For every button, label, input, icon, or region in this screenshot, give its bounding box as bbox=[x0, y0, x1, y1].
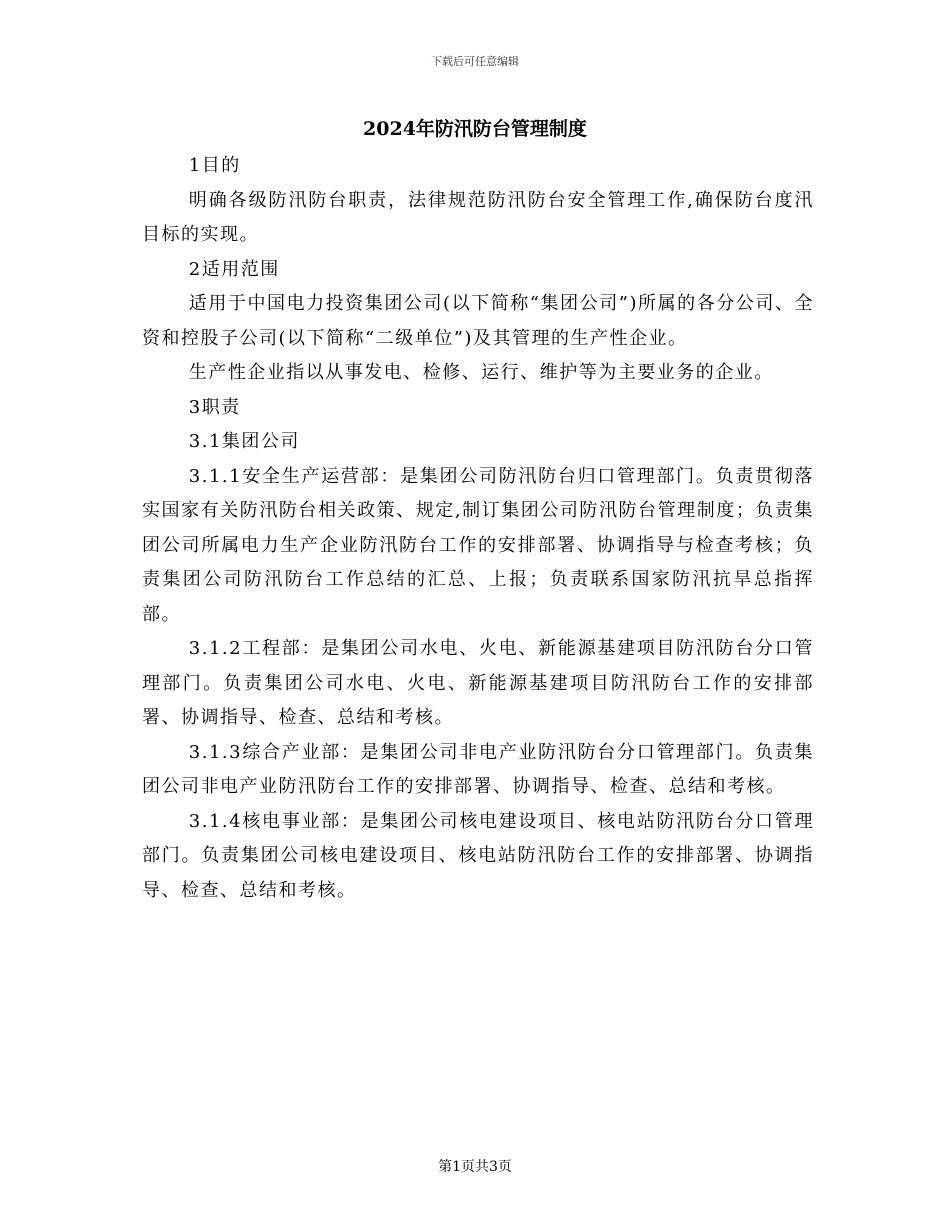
paragraph-3-1-4: 3.1.4核电事业部：是集团公司核电建设项目、核电站防汛防台分口管理部门。负责集团公司核电建设项目、核电站防汛防台工作的安排部署、协调指导、检查、总结和考核。 bbox=[142, 810, 814, 901]
document-title: 2024年防汛防台管理制度 bbox=[363, 118, 587, 140]
page-number: 第1页共3页 bbox=[438, 1159, 512, 1175]
document-body bbox=[142, 149, 814, 908]
section-heading-duties: 3职责 bbox=[188, 396, 241, 418]
paragraph-3-1-3: 3.1.3综合产业部：是集团公司非电产业防汛防台分口管理部门。负责集团公司非电产业防汛防台工作的安排部署、协调指导、检查、总结和考核。 bbox=[142, 741, 814, 797]
section-heading-purpose: 1目的 bbox=[188, 155, 241, 176]
paragraph-3-1-1: 3.1.1安全生产运营部：是集团公司防汛防台归口管理部门。负责贯彻落实国家有关防汛防台相关政策、规定,制订集团公司防汛防台管理制度；负责集团公司所属电力生产企业防汛防台工作的安排部署、协调指导与检查考核；负责集团公司防汛防台工作总结的汇总、上报；负责联系国家防汛抗旱总指挥部。 bbox=[142, 465, 814, 625]
paragraph-3-1-2: 3.1.2工程部：是集团公司水电、火电、新能源基建项目防汛防台分口管理部门。负责集团公司水电、火电、新能源基建项目防汛防台工作的安排部署、协调指导、检查、总结和考核。 bbox=[142, 638, 814, 728]
section-heading-scope: 2适用范围 bbox=[188, 258, 280, 280]
paragraph-scope-definition: 生产性企业指以从事发电、检修、运行、维护等为主要业务的企业。 bbox=[188, 362, 774, 383]
header-note: 下载后可任意编辑 bbox=[431, 55, 519, 68]
paragraph-purpose: 明确各级防汛防台职责，法律规范防汛防台安全管理工作,确保防台度汛目标的实现。 bbox=[142, 189, 814, 245]
subsection-heading-group: 3.1集团公司 bbox=[188, 431, 300, 452]
paragraph-scope: 适用于中国电力投资集团公司(以下简称“集团公司”)所属的各分公司、全资和控股子公司(以下简称“二级单位”)及其管理的生产性企业。 bbox=[142, 293, 814, 349]
